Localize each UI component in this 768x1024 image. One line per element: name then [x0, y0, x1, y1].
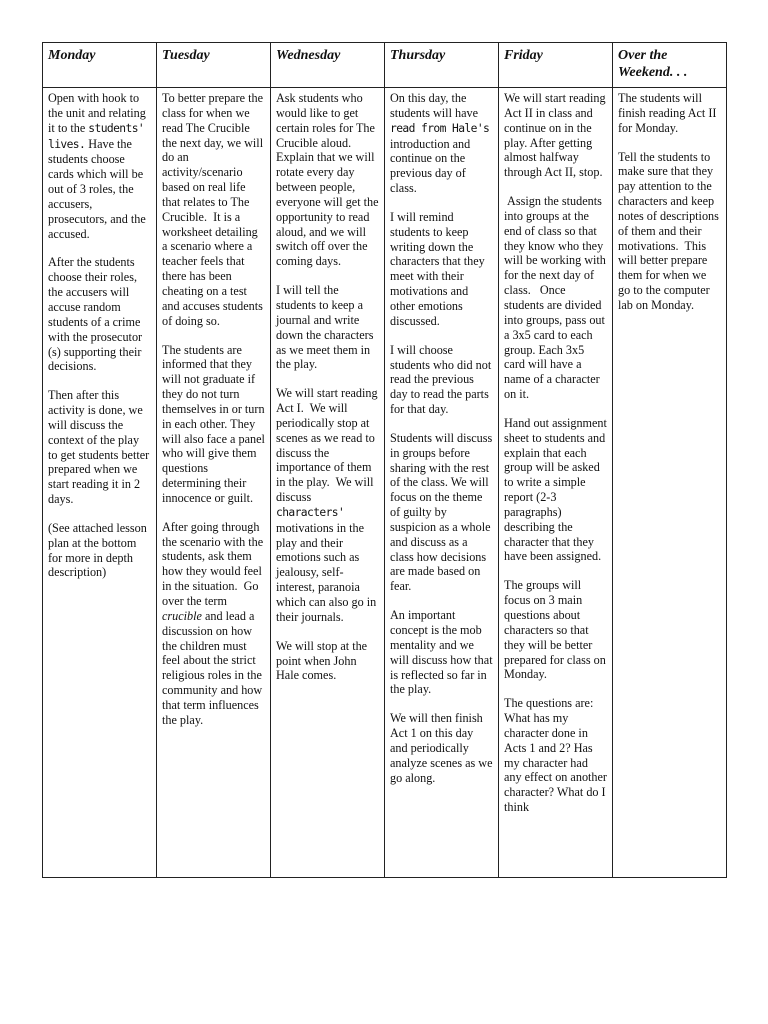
header-row [43, 43, 727, 88]
thursday-text: On this day, the students will have [390, 91, 482, 120]
weekend-paragraph-1: The students will finish reading Act II for Monday. [618, 91, 720, 135]
wednesday-text: We will start reading Act I. We will periodically stop at scenes as we read to discuss the importance of them in the play. We will discuss [276, 386, 380, 505]
header-tuesday: Tuesday [157, 43, 271, 88]
cell-tuesday [157, 88, 271, 878]
thursday-paragraph-4: Students will discuss in groups before sharing with the rest of the class. We will focus on the theme of guilty by suspicion as a whole and discuss as a class how decisions are made based on fear. [390, 430, 496, 594]
monday-text: Have the students choose cards which will be out of 3 roles, the accusers, prosecutors, and the accused. [48, 136, 149, 241]
wednesday-text: characters' [276, 505, 345, 519]
cell-monday [43, 88, 157, 878]
thursday-paragraph-6: We will then finish Act 1 on this day and periodically analyze scenes as we go along. [390, 711, 496, 785]
wednesday-paragraph-3 [276, 386, 379, 625]
header-weekend: Over the Weekend. . . [613, 43, 727, 88]
friday-paragraph-2: Assign the students into groups at the end of class so that they know who they will be working with for the next day of class. Once students are divided into groups, pass out a 3x5 card to each group. Each 3x5 card will have a name of a character on it. [504, 194, 609, 402]
content-row [43, 88, 727, 878]
tuesday-text: After going through the scenario with the students, ask them how they would feel in the situation. Go over the term [162, 519, 267, 608]
header-thursday: Thursday [385, 43, 499, 88]
weekend-paragraph-2: Tell the students to make sure that they pay attention to the characters and keep notes of descriptions of them and their motivations. This will better prepare them for when we go to the computer lab on Monday. [618, 149, 722, 312]
thursday-paragraph-2: I will remind students to keep writing down the characters that they meet with their motivations and other emotions discussed. [390, 209, 488, 328]
header-wednesday: Wednesday [271, 43, 385, 88]
thursday-paragraph-1 [390, 91, 493, 196]
monday-paragraph-2: After the students choose their roles, the accusers will accuse random students of a crime with the prosecutor (s) supporting their decisions. [48, 255, 146, 374]
friday-paragraph-5: The questions are: What has my character done in Acts 1 and 2? Has my character had any effect on another character? What do I think [504, 696, 611, 815]
thursday-paragraph-5: An important concept is the mob mentality and we will discuss how that is reflected so far in the play. [390, 608, 496, 697]
header-monday: Monday [43, 43, 157, 88]
monday-paragraph-1 [48, 91, 151, 241]
monday-text: students' lives. [48, 121, 151, 151]
cell-wednesday [271, 88, 385, 878]
tuesday-paragraph-2: The students are informed that they will not graduate if they do not turn themselves in or turn in each other. They will also face a panel who will give them questions determining their innocence or guilt. [162, 342, 268, 505]
thursday-text: introduction and continue on the previous day of class. [390, 120, 493, 196]
wednesday-paragraph-2: I will tell the students to keep a journal and write down the characters as we meet them in the play. [276, 283, 377, 372]
cell-weekend [613, 88, 727, 878]
monday-paragraph-4: (See attached lesson plan at the bottom for more in depth description) [48, 520, 150, 580]
tuesday-paragraph-3 [162, 520, 265, 728]
friday-paragraph-4: The groups will focus on 3 main questions about characters so that they will be better prepared for class on Monday. [504, 578, 609, 682]
cell-thursday [385, 88, 499, 878]
monday-text: Open with hook to the unit and relating it to the [48, 91, 149, 135]
friday-paragraph-3: Hand out assignment sheet to students and explain that each group will be asked to write a simple report (2-3 paragraphs) describing the character that they have been assigned. [504, 415, 610, 564]
wednesday-text: motivations in the play and their emotions such as jealousy, self-interest, paranoia which can also go in their journals. [276, 504, 380, 624]
wednesday-paragraph-4: We will stop at the point when John Hale comes. [276, 638, 371, 683]
header-friday: Friday [499, 43, 613, 88]
thursday-paragraph-3: I will choose students who did not read the previous day to read the parts for that day. [390, 342, 495, 417]
tuesday-text: and lead a discussion on how the children must feel about the strict religious roles in the community and how that term influences the play. [162, 608, 266, 727]
lesson-plan-table [42, 42, 727, 878]
cell-friday [499, 88, 613, 878]
tuesday-term-crucible: crucible [162, 608, 202, 623]
tuesday-paragraph-1: To better prepare the class for when we read The Crucible the next day, we will do an activity/scenario based on real life that relates to The Crucible. It is a worksheet detailing a scenario where a teacher feels that there has been cheating on a test and accuses students of doing so. [162, 91, 267, 328]
friday-paragraph-1: We will start reading Act II in class and continue on in the play. After getting almost halfway through Act II, stop. [504, 91, 608, 180]
thursday-text: read from Hale's [390, 121, 490, 135]
wednesday-paragraph-1: Ask students who would like to get certain roles for The Crucible aloud. Explain that we will rotate every day between people, everyone will get the opportunity to read aloud, and we will switch off over the coming days. [276, 91, 382, 269]
monday-paragraph-3: Then after this activity is done, we will discuss the context of the play to get students better prepared when we start reading it in 2 days. [48, 388, 153, 507]
